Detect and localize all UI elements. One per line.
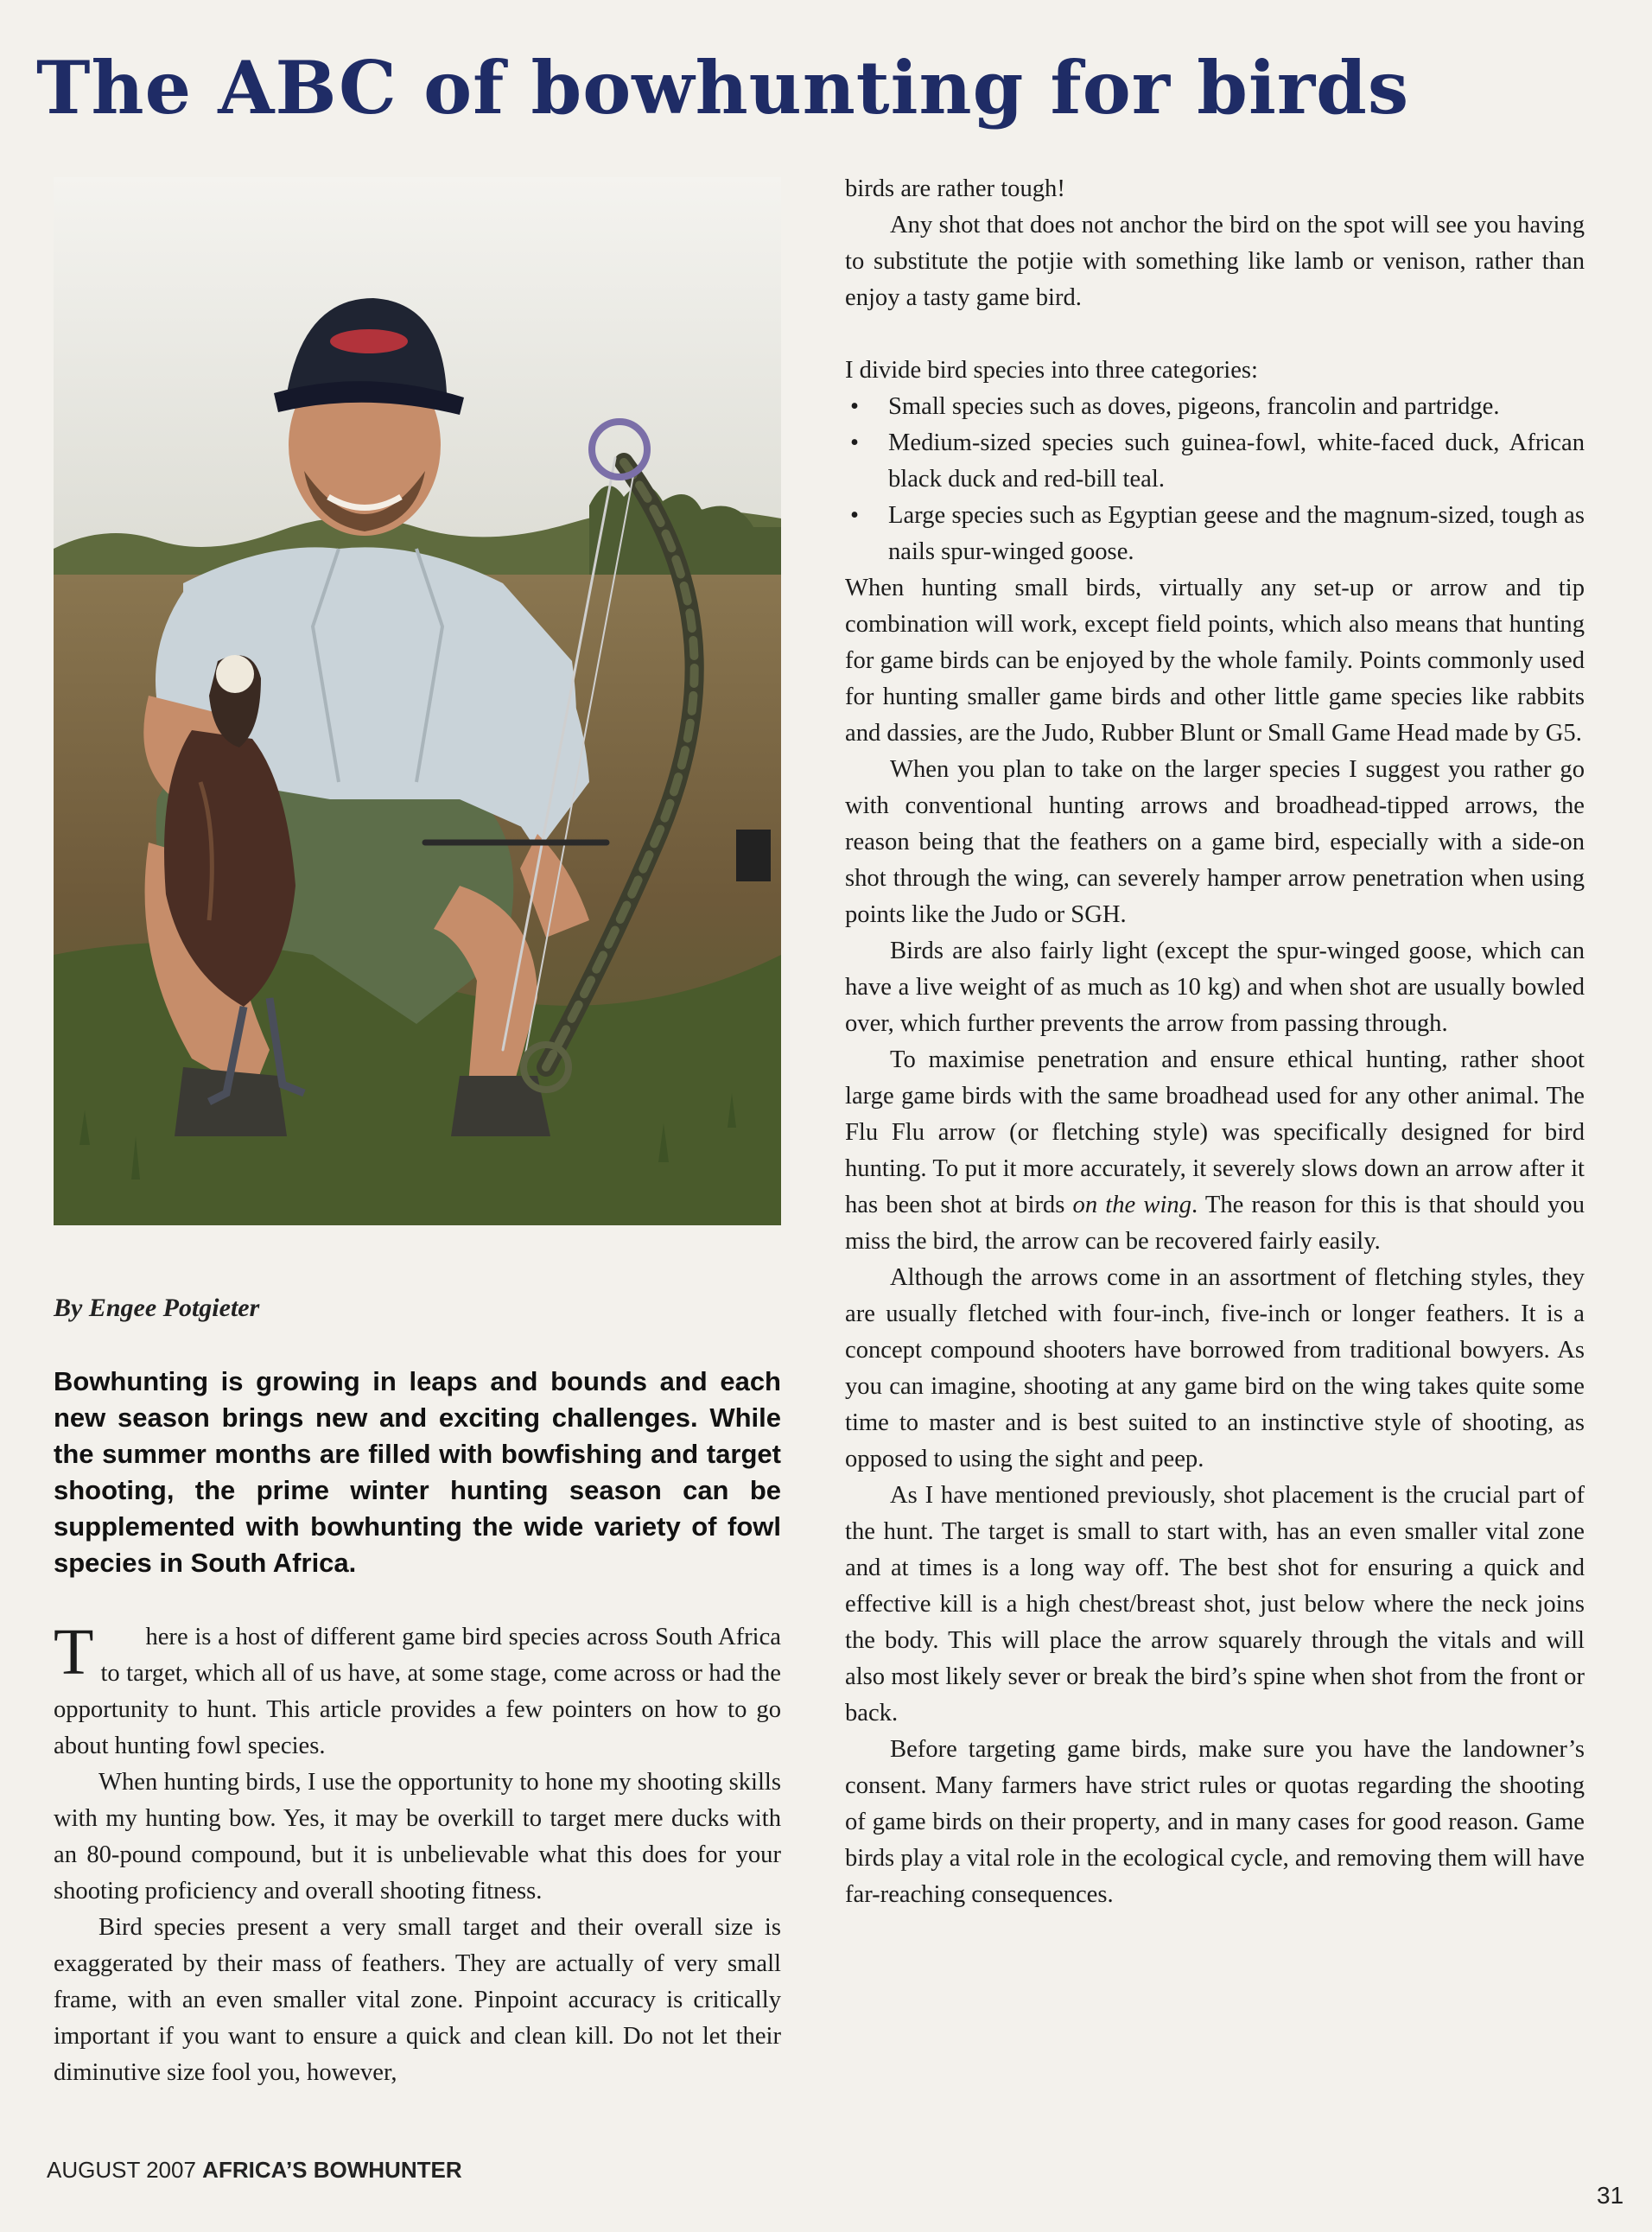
paragraph: To maximise penetration and ensure ethical hunting, rather shoot large game birds with the same broadhead used for any other animal. The Flu Flu arrow (or fletching style) was specifically designed for bird hunting. To put it more accurately, it severely slows down an arrow after it has been shot at birds on the wing. The reason for this is that should you miss the bird, the arrow can be recovered fairly easily. <box>845 1046 1585 1255</box>
article-byline: By Engee Potgieter <box>54 1294 260 1322</box>
article-intro: Bowhunting is growing in leaps and bounds and each new season brings new and exciting challenges. While the summer months are filled with bowfishing and target shooting, the prime winter hunting season can be supplemented with bowhunting the wide variety of fowl species in South Africa. <box>54 1366 781 1578</box>
list-item: • Small species such as doves, pigeons, francolin and partridge. <box>845 389 1585 425</box>
hunter-with-duck-and-bow-image <box>54 177 781 1225</box>
paragraph: Any shot that does not anchor the bird on the spot will see you having to substitute the potjie with something like lamb or venison, rather than enjoy a tasty game bird. <box>845 212 1585 311</box>
bullet: • <box>850 429 860 456</box>
spacer <box>845 316 1585 353</box>
paragraph: When hunting birds, I use the opportunity to hone my shooting skills with my hunting bow. Yes, it may be overkill to target mere ducks with an 80-pound compound, but it is unbelievable what this does for your shooting proficiency and overall shooting fitness. <box>54 1769 781 1905</box>
bullet: • <box>850 502 860 529</box>
left-column <box>54 1616 781 2091</box>
paragraph: When you plan to take on the larger species I suggest you rather go with conventional hunting arrows and broadhead-tipped arrows, the reason being that the feathers on a game bird, especially with a side-on shot through the wing, can severely hamper arrow penetration when using points like the Judo or SGH. <box>845 756 1585 928</box>
right-column <box>845 171 1585 1913</box>
drop-cap: T <box>54 1616 94 1688</box>
paragraph: T here is a host of different game bird species across South Africa to target, which all of us have, at some stage, come across or had the opportunity to hunt. This article provides a few pointers on how to go about hunting fowl species. <box>54 1619 781 1765</box>
list-item: • Large species such as Egyptian geese and the magnum-sized, tough as nails spur-winged goose. <box>845 498 1585 570</box>
emphasis: on the wing <box>1072 1192 1192 1218</box>
paragraph: Although the arrows come in an assortment of fletching styles, they are usually fletched with four-inch, five-inch or longer feathers. It is a concept compound shooters have borrowed from traditional bowyers. As you can imagine, shooting at any game bird on the wing takes quite some time to master and is best suited to an instinctive style of shooting, as opposed to using the sight and peep. <box>845 1264 1585 1472</box>
list-item: • Medium-sized species such guinea-fowl, white-faced duck, African black duck and red-bill teal. <box>845 425 1585 498</box>
magazine-name: AFRICA’S BOWHUNTER <box>202 2157 462 2183</box>
paragraph: Bird species present a very small target and their overall size is exaggerated by their mass of feathers. They are actually of very small frame, with an even smaller vital zone. Pinpoint accuracy is critically important if you want to ensure a quick and clean kill. Do not let their diminutive size fool you, however, <box>54 1914 781 2086</box>
hunter-photo <box>54 177 781 1225</box>
list-intro: I divide bird species into three categories: <box>845 357 1258 384</box>
bullet: • <box>850 393 860 420</box>
paragraph: When hunting small birds, virtually any set-up or arrow and tip combination will work, except field points, which also means that hunting for game birds can be enjoyed by the whole family. Points commonly used for hunting smaller game birds and other little game species like rabbits and dassies, are the Judo, Rubber Blunt or Small Game Head made by G5. <box>845 575 1585 747</box>
paragraph: Before targeting game birds, make sure you have the landowner’s consent. Many farmers have strict rules or quotas regarding the shooting of game birds on their property, and in many cases for good reason. Game birds play a vital role in the ecological cycle, and removing them will have far-reaching consequences. <box>845 1736 1585 1908</box>
page-footer <box>47 2157 462 2184</box>
page-number: 31 <box>1597 2182 1624 2209</box>
paragraph: As I have mentioned previously, shot placement is the crucial part of the hunt. The target is small to start with, has an even smaller vital zone and at times is a long way off. The best shot for ensuring a quick and effective kill is a high chest/breast shot, just below where the neck joins the body. This will place the arrow squarely through the vitals and will also most likely sever or break the bird’s spine when shot from the front or back. <box>845 1482 1585 1726</box>
paragraph: Birds are also fairly light (except the spur-winged goose, which can have a live weight of as much as 10 kg) and when shot are usually bowled over, which further prevents the arrow from passing through. <box>845 938 1585 1037</box>
issue-date: AUGUST 2007 <box>47 2157 196 2183</box>
article-title: The ABC of bowhunting for birds <box>36 45 1410 130</box>
paragraph: birds are rather tough! <box>845 175 1065 202</box>
bird-category-list <box>845 389 1585 570</box>
